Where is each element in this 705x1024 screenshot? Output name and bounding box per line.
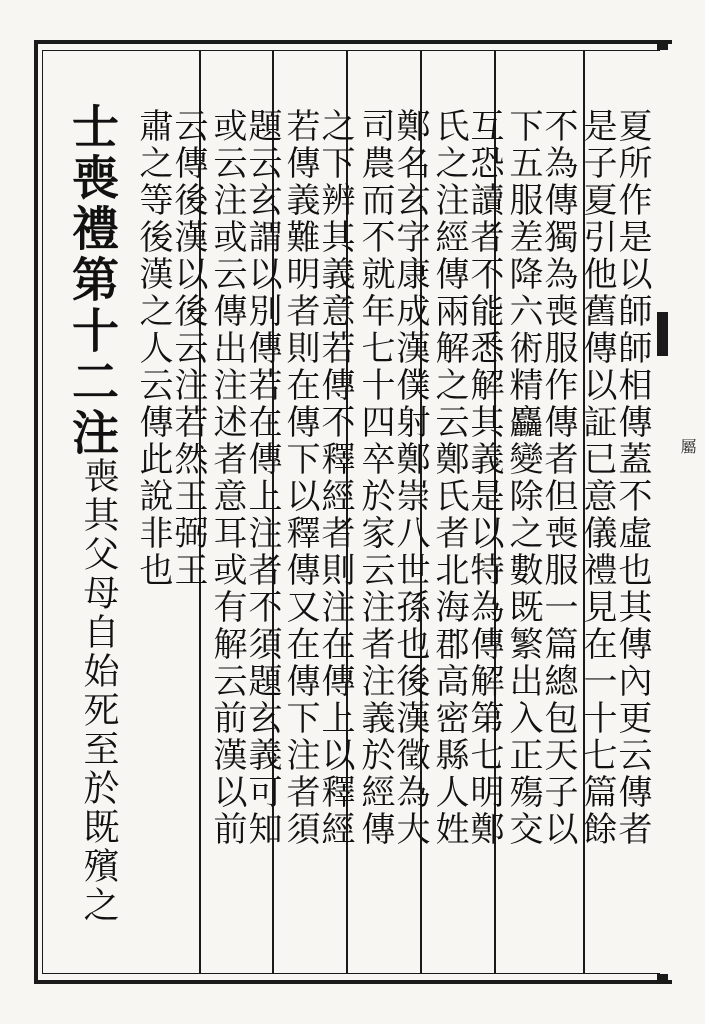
text-column-12: 或云注或云傳出注述者意耳或有解云前漢以前	[207, 108, 247, 848]
edge-bar	[657, 40, 668, 50]
text-column-14: 肅之等後漢之人云傳此說非也	[133, 108, 173, 589]
chapter-title-continuation: 士喪其父母自始死至於既殯之	[78, 418, 119, 925]
text-column-7: 鄭名玄字康成漢僕射鄭崇八世孫也後漢徵為大	[390, 108, 430, 848]
edge-bar	[657, 312, 668, 356]
chapter-title: 士喪禮第十二注	[64, 102, 119, 459]
text-column-3: 不為傳獨為喪服作傳者但喪服一篇總包天子以	[538, 108, 578, 848]
text-column-6: 氏之注經傳兩解之云鄭氏者北海郡高密縣人姓	[429, 108, 469, 848]
text-column-11: 題云玄謂以別傳若在傳上注者不須題玄義可知	[242, 108, 282, 848]
text-column-9: 之下辨其義意若傳不釋經者則注在傳上以釋經	[315, 108, 355, 848]
text-column-5: 互恐讀者不能悉解其義是以特為傳解第七明鄭	[464, 108, 504, 848]
text-column-10: 若傳義難明者則在傳下以釋傳又在傳下注者須	[280, 108, 320, 848]
margin-note: 屬	[678, 438, 697, 454]
edge-bar	[657, 974, 668, 984]
text-column-2: 是子夏引他舊傳以証已意儀禮見在一十七篇餘	[577, 108, 617, 848]
text-column-13: 云傳後漢以後云注若然王弼王	[168, 108, 208, 589]
text-column-8: 司農而不就年七十四卒於家云注者注義於經傳	[355, 108, 395, 848]
text-column-1: 夏所作是以師師相傳蓋不虛也其傳內更云傳者	[612, 108, 652, 848]
text-column-4: 下五服差降六術精麤變除之數既繁出入正殤交	[503, 108, 543, 848]
